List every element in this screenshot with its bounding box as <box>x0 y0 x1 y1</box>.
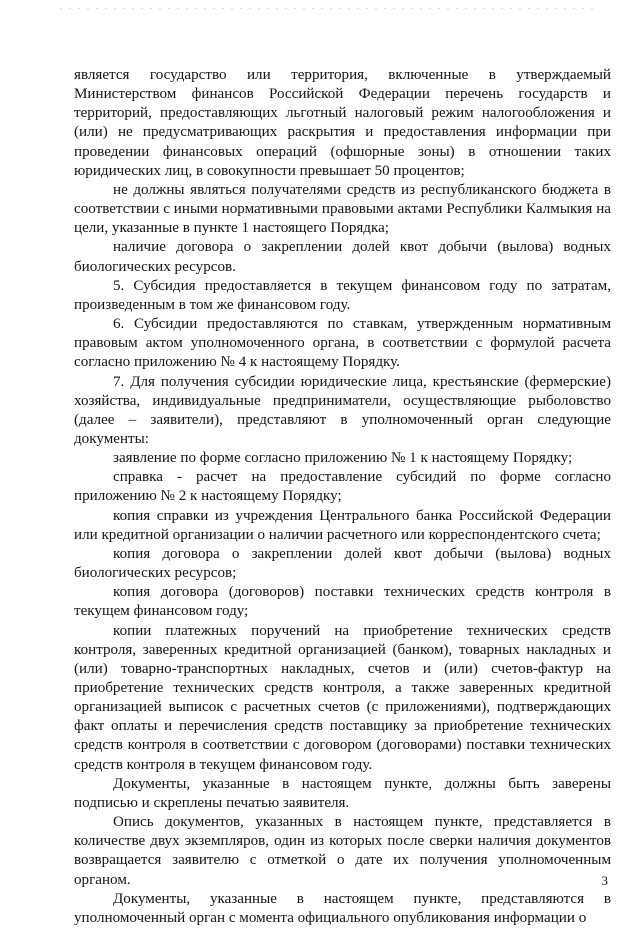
paragraph-0: является государство или территория, включенные в утверждаемый Министерством финансов Российской Федерации перечень государств и территорий, предоставляющих льготный налоговый режим налогообложения и (или) не предусматривающих раскрытия и предоставления информации при проведении финансовых операций (офшорные зоны) в отношении таких юридических лиц, в совокупности превышает 50 процентов; <box>74 67 611 179</box>
paragraph-9: копия договора о закреплении долей квот добычи (вылова) водных биологических ресурсов; <box>74 545 611 582</box>
paragraph-13: Опись документов, указанных в настоящем пункте, представляется в количестве двух экземпляров, один из которых после сверки наличия документов возвращается заявителю с отметкой о дате их получения уполномоченным органом. <box>74 814 611 888</box>
paragraph-1: не должны являться получателями средств из республиканского бюджета в соответствии с иными нормативными правовыми актами Республики Калмыкия на цели, указанные в пункте 1 настоящего Порядка; <box>74 181 611 237</box>
scan-artifact-line <box>60 8 600 9</box>
paragraph-10: копия договора (договоров) поставки технических средств контроля в текущем финансовом году; <box>74 584 611 620</box>
paragraph-7: справка - расчет на предоставление субсидий по форме согласно приложению № 2 к настоящему Порядку; <box>74 469 611 505</box>
page-number: 3 <box>601 873 608 888</box>
body-text <box>74 66 611 928</box>
paragraph-11: копии платежных поручений на приобретение технических средств контроля, заверенных кредитной организацией (банком), товарных накладных и (или) товарно-транспортных накладных, счетов и (или) счетов-фактур на приобретение технических средств контроля, а также заверенных кредитной организацией выписок с расчетных счетов (с приложениями), подтверждающих факт оплаты и перечисления средств поставщику за приобретение технических средств контроля в соответствии с договором (договорами) поставки технических средств контроля в текущем финансовом году. <box>74 622 611 773</box>
paragraph-2: наличие договора о закреплении долей квот добычи (вылова) водных биологических ресурсов. <box>74 239 611 275</box>
paragraph-6: заявление по форме согласно приложению № 1 к настоящему Порядку; <box>113 450 573 467</box>
paragraph-14: Документы, указанные в настоящем пункте, представляются в уполномоченный орган с момента официального опубликования информации о <box>74 890 611 926</box>
paragraph-4: 6. Субсидии предоставляются по ставкам, утвержденным нормативным правовым актом уполномоченного органа, в соответствии с формулой расчета согласно приложению № 4 к настоящему Порядку. <box>74 316 611 371</box>
paragraph-8: копия справки из учреждения Центрального банка Российской Федерации или кредитной организации о наличии расчетного или корреспондентского счета; <box>74 507 611 543</box>
paragraph-5: 7. Для получения субсидии юридические лица, крестьянские (фермерские) хозяйства, индивидуальные предприниматели, осуществляющие рыболовство (далее – заявители), представляют в уполномоченный орган следующие документы: <box>74 373 611 447</box>
paragraph-12: Документы, указанные в настоящем пункте, должны быть заверены подписью и скреплены печатью заявителя. <box>74 775 611 811</box>
paragraph-3: 5. Субсидия предоставляется в текущем финансовом году по затратам, произведенным в том же финансовом году. <box>74 277 611 313</box>
